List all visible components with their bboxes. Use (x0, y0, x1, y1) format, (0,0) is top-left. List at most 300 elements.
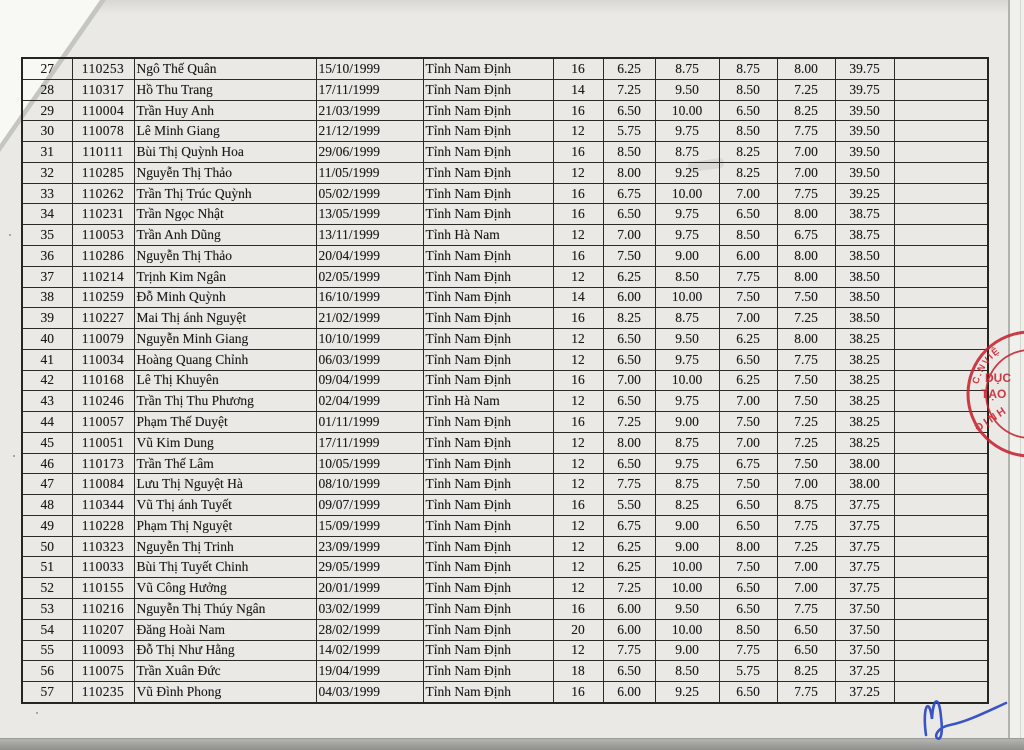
cell-candidate-id: 110075 (72, 661, 134, 682)
cell-score-2: 8.50 (655, 661, 719, 682)
cell-date-of-birth: 09/07/1999 (316, 495, 423, 516)
table-row (22, 495, 988, 516)
cell-total: 37.75 (835, 536, 894, 557)
table-row (22, 349, 988, 370)
cell-province: Tỉnh Nam Định (423, 474, 553, 495)
cell-note (894, 79, 988, 100)
cell-candidate-id: 110253 (72, 58, 134, 79)
cell-score-4: 7.75 (777, 515, 835, 536)
cell-priority-code: 12 (553, 121, 603, 142)
cell-total: 37.50 (835, 619, 894, 640)
scan-speck (36, 712, 38, 714)
cell-full-name: Phạm Thị Nguyệt (134, 515, 316, 536)
cell-score-2: 9.25 (655, 162, 719, 183)
cell-province: Tỉnh Nam Định (423, 308, 553, 329)
cell-full-name: Bùi Thị Tuyết Chinh (134, 557, 316, 578)
cell-score-2: 8.50 (655, 266, 719, 287)
cell-candidate-id: 110228 (72, 515, 134, 536)
cell-full-name: Trần Thị Trúc Quỳnh (134, 183, 316, 204)
cell-date-of-birth: 21/03/1999 (316, 100, 423, 121)
cell-date-of-birth: 29/06/1999 (316, 142, 423, 163)
cell-rank: 40 (22, 329, 72, 350)
cell-priority-code: 16 (553, 204, 603, 225)
cell-score-2: 8.75 (655, 432, 719, 453)
cell-total: 38.00 (835, 453, 894, 474)
cell-score-1: 7.00 (603, 370, 655, 391)
cell-score-1: 8.50 (603, 142, 655, 163)
cell-full-name: Nguyễn Thị Trinh (134, 536, 316, 557)
cell-date-of-birth: 13/11/1999 (316, 225, 423, 246)
cell-score-3: 8.50 (719, 79, 777, 100)
cell-score-3: 6.50 (719, 100, 777, 121)
cell-score-2: 9.00 (655, 536, 719, 557)
table-row (22, 599, 988, 620)
cell-priority-code: 12 (553, 349, 603, 370)
cell-priority-code: 16 (553, 100, 603, 121)
cell-total: 37.75 (835, 495, 894, 516)
cell-full-name: Phạm Thế Duyệt (134, 412, 316, 433)
cell-score-1: 7.00 (603, 225, 655, 246)
table-row (22, 474, 988, 495)
cell-score-3: 7.50 (719, 412, 777, 433)
cell-candidate-id: 110168 (72, 370, 134, 391)
cell-note (894, 183, 988, 204)
cell-candidate-id: 110231 (72, 204, 134, 225)
table-row (22, 58, 988, 79)
cell-priority-code: 16 (553, 142, 603, 163)
cell-score-2: 9.75 (655, 349, 719, 370)
cell-score-2: 10.00 (655, 287, 719, 308)
cell-rank: 55 (22, 640, 72, 661)
cell-score-4: 7.25 (777, 536, 835, 557)
table-row (22, 412, 988, 433)
cell-full-name: Đỗ Minh Quỳnh (134, 287, 316, 308)
cell-score-1: 8.25 (603, 308, 655, 329)
cell-full-name: Vũ Thị ánh Tuyết (134, 495, 316, 516)
cell-rank: 50 (22, 536, 72, 557)
cell-rank: 27 (22, 58, 72, 79)
cell-total: 37.50 (835, 599, 894, 620)
cell-date-of-birth: 28/02/1999 (316, 619, 423, 640)
cell-rank: 44 (22, 412, 72, 433)
cell-score-3: 6.50 (719, 204, 777, 225)
cell-score-2: 10.00 (655, 100, 719, 121)
cell-candidate-id: 110344 (72, 495, 134, 516)
cell-province: Tỉnh Nam Định (423, 412, 553, 433)
table-row (22, 391, 988, 412)
cell-rank: 48 (22, 495, 72, 516)
cell-score-4: 7.25 (777, 79, 835, 100)
cell-score-3: 8.50 (719, 225, 777, 246)
cell-priority-code: 18 (553, 661, 603, 682)
table-row (22, 515, 988, 536)
cell-province: Tỉnh Nam Định (423, 266, 553, 287)
cell-priority-code: 12 (553, 578, 603, 599)
cell-note (894, 640, 988, 661)
cell-score-3: 6.50 (719, 495, 777, 516)
cell-date-of-birth: 03/02/1999 (316, 599, 423, 620)
cell-score-3: 7.75 (719, 266, 777, 287)
cell-full-name: Trần Anh Dũng (134, 225, 316, 246)
cell-score-2: 8.75 (655, 58, 719, 79)
cell-date-of-birth: 23/09/1999 (316, 536, 423, 557)
cell-total: 39.50 (835, 142, 894, 163)
cell-priority-code: 16 (553, 183, 603, 204)
cell-rank: 39 (22, 308, 72, 329)
cell-score-2: 9.75 (655, 453, 719, 474)
cell-full-name: Vũ Kim Dung (134, 432, 316, 453)
cell-score-3: 6.25 (719, 370, 777, 391)
cell-score-1: 6.00 (603, 682, 655, 703)
cell-score-4: 7.00 (777, 474, 835, 495)
cell-province: Tỉnh Hà Nam (423, 391, 553, 412)
cell-score-2: 9.75 (655, 121, 719, 142)
cell-score-4: 7.50 (777, 287, 835, 308)
cell-province: Tỉnh Nam Định (423, 495, 553, 516)
table-row (22, 121, 988, 142)
cell-note (894, 474, 988, 495)
cell-priority-code: 12 (553, 474, 603, 495)
cell-score-1: 7.75 (603, 640, 655, 661)
cell-total: 39.50 (835, 100, 894, 121)
cell-score-1: 6.50 (603, 391, 655, 412)
cell-score-1: 6.50 (603, 453, 655, 474)
cell-score-1: 6.00 (603, 599, 655, 620)
table-row (22, 287, 988, 308)
cell-score-1: 7.25 (603, 578, 655, 599)
cell-province: Tỉnh Nam Định (423, 432, 553, 453)
cell-score-4: 7.75 (777, 599, 835, 620)
cell-note (894, 287, 988, 308)
cell-priority-code: 20 (553, 619, 603, 640)
cell-score-4: 8.75 (777, 495, 835, 516)
cell-score-4: 8.00 (777, 329, 835, 350)
cell-score-3: 6.50 (719, 682, 777, 703)
cell-priority-code: 12 (553, 640, 603, 661)
cell-score-2: 9.75 (655, 204, 719, 225)
cell-province: Tỉnh Nam Định (423, 287, 553, 308)
cell-candidate-id: 110285 (72, 162, 134, 183)
cell-score-2: 10.00 (655, 578, 719, 599)
cell-candidate-id: 110078 (72, 121, 134, 142)
cell-full-name: Trần Thị Thu Phương (134, 391, 316, 412)
cell-date-of-birth: 21/02/1999 (316, 308, 423, 329)
cell-note (894, 619, 988, 640)
cell-total: 38.25 (835, 391, 894, 412)
cell-score-4: 7.50 (777, 370, 835, 391)
cell-candidate-id: 110057 (72, 412, 134, 433)
cell-candidate-id: 110084 (72, 474, 134, 495)
stamp-line2: TẠO (981, 387, 1007, 401)
score-table (21, 57, 989, 704)
cell-candidate-id: 110259 (72, 287, 134, 308)
cell-score-1: 6.00 (603, 287, 655, 308)
cell-candidate-id: 110246 (72, 391, 134, 412)
cell-score-1: 7.25 (603, 412, 655, 433)
cell-priority-code: 16 (553, 370, 603, 391)
cell-priority-code: 12 (553, 557, 603, 578)
cell-note (894, 599, 988, 620)
cell-candidate-id: 110111 (72, 142, 134, 163)
cell-full-name: Lưu Thị Nguyệt Hà (134, 474, 316, 495)
cell-full-name: Hồ Thu Trang (134, 79, 316, 100)
cell-score-2: 9.00 (655, 412, 719, 433)
cell-score-2: 8.25 (655, 495, 719, 516)
cell-score-4: 8.00 (777, 246, 835, 267)
cell-candidate-id: 110207 (72, 619, 134, 640)
cell-priority-code: 16 (553, 495, 603, 516)
cell-rank: 32 (22, 162, 72, 183)
cell-rank: 34 (22, 204, 72, 225)
table-row (22, 453, 988, 474)
cell-priority-code: 14 (553, 79, 603, 100)
cell-candidate-id: 110053 (72, 225, 134, 246)
table-row (22, 661, 988, 682)
cell-rank: 29 (22, 100, 72, 121)
cell-score-4: 7.25 (777, 432, 835, 453)
signature-mark (908, 683, 1020, 747)
cell-note (894, 557, 988, 578)
cell-date-of-birth: 02/04/1999 (316, 391, 423, 412)
table-row (22, 308, 988, 329)
stamp-arc-bottom-text: ĐỊNH (972, 403, 1011, 435)
cell-score-4: 7.50 (777, 391, 835, 412)
cell-note (894, 495, 988, 516)
cell-full-name: Vũ Công Hưởng (134, 578, 316, 599)
cell-score-1: 7.50 (603, 246, 655, 267)
cell-score-2: 8.75 (655, 308, 719, 329)
cell-score-3: 6.50 (719, 599, 777, 620)
cell-score-4: 7.75 (777, 121, 835, 142)
cell-score-2: 9.00 (655, 515, 719, 536)
table-row (22, 536, 988, 557)
cell-full-name: Trần Huy Anh (134, 100, 316, 121)
cell-candidate-id: 110051 (72, 432, 134, 453)
cell-candidate-id: 110216 (72, 599, 134, 620)
cell-date-of-birth: 16/10/1999 (316, 287, 423, 308)
cell-candidate-id: 110214 (72, 266, 134, 287)
cell-priority-code: 16 (553, 412, 603, 433)
cell-note (894, 266, 988, 287)
cell-full-name: Mai Thị ánh Nguyệt (134, 308, 316, 329)
table-row (22, 142, 988, 163)
cell-date-of-birth: 29/05/1999 (316, 557, 423, 578)
cell-priority-code: 16 (553, 682, 603, 703)
cell-note (894, 204, 988, 225)
cell-date-of-birth: 13/05/1999 (316, 204, 423, 225)
cell-note (894, 661, 988, 682)
cell-full-name: Nguyễn Thị Thảo (134, 246, 316, 267)
cell-total: 39.25 (835, 183, 894, 204)
cell-full-name: Lê Minh Giang (134, 121, 316, 142)
cell-score-4: 7.00 (777, 142, 835, 163)
cell-score-4: 6.50 (777, 619, 835, 640)
cell-province: Tỉnh Nam Định (423, 142, 553, 163)
cell-score-2: 9.50 (655, 329, 719, 350)
cell-total: 39.75 (835, 79, 894, 100)
cell-province: Tỉnh Nam Định (423, 349, 553, 370)
cell-score-3: 7.00 (719, 432, 777, 453)
cell-score-3: 7.00 (719, 391, 777, 412)
cell-score-2: 9.75 (655, 391, 719, 412)
cell-rank: 41 (22, 349, 72, 370)
cell-note (894, 162, 988, 183)
table-row (22, 204, 988, 225)
cell-candidate-id: 110093 (72, 640, 134, 661)
cell-full-name: Đăng Hoài Nam (134, 619, 316, 640)
cell-total: 37.50 (835, 640, 894, 661)
cell-candidate-id: 110235 (72, 682, 134, 703)
cell-priority-code: 12 (553, 536, 603, 557)
table-row (22, 266, 988, 287)
cell-rank: 53 (22, 599, 72, 620)
cell-province: Tỉnh Nam Định (423, 619, 553, 640)
cell-rank: 52 (22, 578, 72, 599)
table-row (22, 578, 988, 599)
cell-note (894, 225, 988, 246)
cell-score-3: 8.25 (719, 162, 777, 183)
cell-rank: 31 (22, 142, 72, 163)
cell-score-4: 8.00 (777, 204, 835, 225)
cell-score-2: 10.00 (655, 370, 719, 391)
cell-full-name: Trịnh Kim Ngân (134, 266, 316, 287)
cell-score-3: 6.25 (719, 329, 777, 350)
cell-score-4: 8.25 (777, 100, 835, 121)
cell-date-of-birth: 05/02/1999 (316, 183, 423, 204)
scanner-bottom-edge (0, 738, 1024, 750)
cell-province: Tỉnh Nam Định (423, 183, 553, 204)
cell-score-4: 7.50 (777, 453, 835, 474)
cell-priority-code: 16 (553, 246, 603, 267)
cell-score-4: 7.75 (777, 349, 835, 370)
cell-full-name: Đỗ Thị Như Hằng (134, 640, 316, 661)
cell-score-1: 6.75 (603, 515, 655, 536)
cell-score-2: 9.50 (655, 79, 719, 100)
cell-rank: 56 (22, 661, 72, 682)
cell-score-2: 10.00 (655, 183, 719, 204)
cell-score-1: 5.75 (603, 121, 655, 142)
cell-score-1: 6.00 (603, 619, 655, 640)
cell-priority-code: 12 (553, 453, 603, 474)
cell-date-of-birth: 17/11/1999 (316, 432, 423, 453)
cell-score-2: 9.75 (655, 225, 719, 246)
cell-full-name: Vũ Đình Phong (134, 682, 316, 703)
cell-full-name: Nguyễn Thị Thảo (134, 162, 316, 183)
cell-candidate-id: 110173 (72, 453, 134, 474)
cell-candidate-id: 110262 (72, 183, 134, 204)
cell-score-4: 7.25 (777, 412, 835, 433)
cell-date-of-birth: 10/10/1999 (316, 329, 423, 350)
cell-priority-code: 12 (553, 162, 603, 183)
cell-note (894, 308, 988, 329)
cell-candidate-id: 110227 (72, 308, 134, 329)
official-stamp (965, 328, 1024, 464)
table-row (22, 432, 988, 453)
cell-score-3: 7.50 (719, 474, 777, 495)
cell-rank: 37 (22, 266, 72, 287)
cell-total: 37.25 (835, 682, 894, 703)
cell-priority-code: 16 (553, 599, 603, 620)
cell-score-2: 9.00 (655, 246, 719, 267)
cell-province: Tỉnh Nam Định (423, 661, 553, 682)
cell-province: Tỉnh Nam Định (423, 682, 553, 703)
cell-score-2: 9.50 (655, 599, 719, 620)
cell-province: Tỉnh Nam Định (423, 58, 553, 79)
table-row (22, 225, 988, 246)
cell-candidate-id: 110079 (72, 329, 134, 350)
table-row (22, 370, 988, 391)
cell-candidate-id: 110155 (72, 578, 134, 599)
cell-total: 38.50 (835, 308, 894, 329)
cell-full-name: Lê Thị Khuyên (134, 370, 316, 391)
cell-total: 38.50 (835, 266, 894, 287)
table-row (22, 682, 988, 703)
cell-score-1: 6.50 (603, 204, 655, 225)
cell-priority-code: 16 (553, 308, 603, 329)
cell-score-1: 7.25 (603, 79, 655, 100)
cell-score-1: 8.00 (603, 162, 655, 183)
cell-province: Tỉnh Nam Định (423, 204, 553, 225)
cell-score-4: 7.00 (777, 578, 835, 599)
cell-rank: 30 (22, 121, 72, 142)
cell-score-2: 10.00 (655, 619, 719, 640)
cell-total: 38.25 (835, 329, 894, 350)
cell-priority-code: 16 (553, 58, 603, 79)
cell-score-3: 7.00 (719, 308, 777, 329)
cell-date-of-birth: 15/10/1999 (316, 58, 423, 79)
cell-candidate-id: 110323 (72, 536, 134, 557)
cell-score-2: 8.75 (655, 142, 719, 163)
cell-score-1: 6.25 (603, 266, 655, 287)
cell-rank: 46 (22, 453, 72, 474)
cell-date-of-birth: 08/10/1999 (316, 474, 423, 495)
cell-score-3: 7.00 (719, 183, 777, 204)
table-row (22, 183, 988, 204)
cell-candidate-id: 110034 (72, 349, 134, 370)
cell-full-name: Trần Thế Lâm (134, 453, 316, 474)
cell-province: Tỉnh Nam Định (423, 79, 553, 100)
cell-score-3: 6.50 (719, 578, 777, 599)
cell-date-of-birth: 09/04/1999 (316, 370, 423, 391)
stamp-line1: DỤC (985, 371, 1011, 385)
cell-score-4: 6.75 (777, 225, 835, 246)
cell-full-name: Trần Xuân Đức (134, 661, 316, 682)
cell-score-3: 7.50 (719, 557, 777, 578)
cell-rank: 42 (22, 370, 72, 391)
cell-score-4: 8.25 (777, 661, 835, 682)
cell-total: 38.25 (835, 370, 894, 391)
cell-date-of-birth: 20/01/1999 (316, 578, 423, 599)
cell-score-4: 8.00 (777, 58, 835, 79)
cell-province: Tỉnh Nam Định (423, 162, 553, 183)
cell-date-of-birth: 10/05/1999 (316, 453, 423, 474)
cell-total: 38.25 (835, 412, 894, 433)
cell-total: 38.00 (835, 474, 894, 495)
cell-date-of-birth: 15/09/1999 (316, 515, 423, 536)
cell-score-2: 8.75 (655, 474, 719, 495)
cell-rank: 38 (22, 287, 72, 308)
cell-date-of-birth: 17/11/1999 (316, 79, 423, 100)
cell-score-2: 9.00 (655, 640, 719, 661)
cell-date-of-birth: 11/05/1999 (316, 162, 423, 183)
cell-province: Tỉnh Nam Định (423, 578, 553, 599)
cell-province: Tỉnh Nam Định (423, 121, 553, 142)
cell-score-1: 6.25 (603, 557, 655, 578)
cell-date-of-birth: 20/04/1999 (316, 246, 423, 267)
cell-date-of-birth: 02/05/1999 (316, 266, 423, 287)
cell-score-1: 6.50 (603, 661, 655, 682)
cell-note (894, 246, 988, 267)
